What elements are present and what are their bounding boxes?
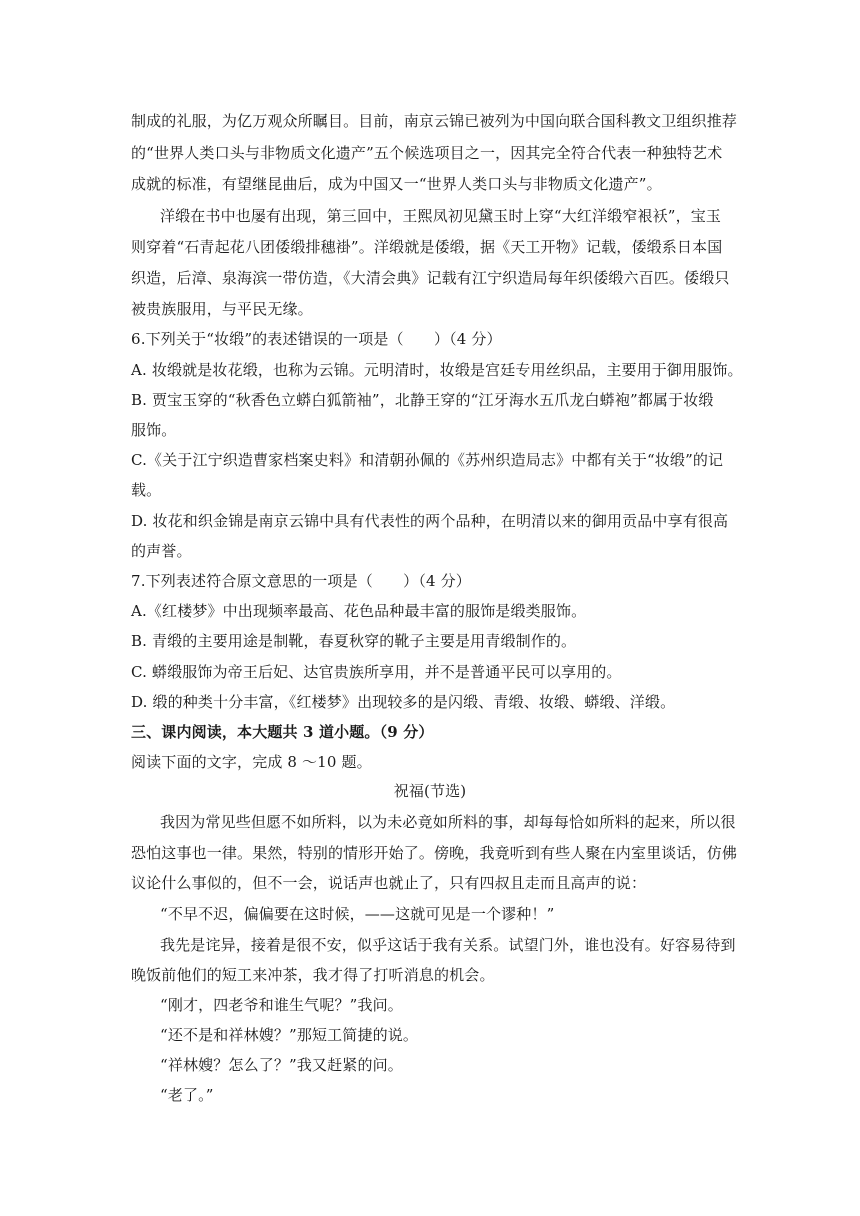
question-6-option-b: B. 贾宝玉穿的“秋香色立蟒白狐箭袖”，北静王穿的“江牙海水五爪龙白蟒袍”都属于妆缎 xyxy=(131,391,714,409)
question-7-option-a: A.《红楼梦》中出现频率最高、花色品种最丰富的服饰是缎类服饰。 xyxy=(131,602,587,620)
question-7-option-c: C. 蟒缎服饰为帝王后妃、达官贵族所享用，并不是普通平民可以享用的。 xyxy=(131,663,622,681)
question-6-option-d-cont: 的声誉。 xyxy=(131,542,192,560)
passage-dialogue: “老了。” xyxy=(160,1086,214,1104)
question-6-option-d: D. 妆花和织金锦是南京云锦中具有代表性的两个品种，在明清以来的御用贡品中享有很高 xyxy=(131,512,729,530)
passage-line: 议论什么事似的，但不一会，说话声也就止了，只有四叔且走而且高声的说： xyxy=(131,874,647,892)
passage-line: 被贵族服用，与平民无缘。 xyxy=(131,300,313,318)
passage-line: 成就的标准，有望继昆曲后，成为中国又一“世界人类口头与非物质文化遗产”。 xyxy=(131,175,662,193)
question-6-stem: 6.下列关于“妆缎”的表述错误的一项是（ ）（4 分） xyxy=(131,330,502,348)
passage-line: 我先是诧异，接着是很不安，似乎这话于我有关系。试望门外，谁也没有。好容易待到 xyxy=(160,936,736,954)
passage-line: 则穿着“石青起花八团倭缎排穗褂”。洋缎就是倭缎，据《天工开物》记载，倭缎系日本国 xyxy=(131,238,723,256)
passage-line: 的“世界人类口头与非物质文化遗产”五个候选项目之一，因其完全符合代表一种独特艺术 xyxy=(131,144,723,162)
question-6-option-a: A. 妆缎就是妆花缎，也称为云锦。元明清时，妆缎是宫廷专用丝织品，主要用于御用服饰。 xyxy=(131,361,743,379)
section-heading: 三、课内阅读，本大题共 3 道小题。（9 分） xyxy=(131,723,434,741)
passage-line: 制成的礼服，为亿万观众所瞩目。目前，南京云锦已被列为中国向联合国科教文卫组织推荐 xyxy=(131,112,738,130)
passage-line: 织造，后漳、泉海滨一带仿造，《大清会典》记载有江宁织造局每年织倭缎六百匹。倭缎只 xyxy=(131,269,730,287)
passage-dialogue: “还不是和祥林嫂？”那短工简捷的说。 xyxy=(160,1026,419,1044)
section-instruction: 阅读下面的文字，完成 8 ～10 题。 xyxy=(131,753,372,771)
question-7-option-b: B. 青缎的主要用途是制靴，春夏秋穿的靴子主要是用青缎制作的。 xyxy=(131,632,577,650)
passage-line: 洋缎在书中也屡有出现，第三回中，王熙凤初见黛玉时上穿“大红洋缎窄裉袄”，宝玉 xyxy=(160,207,722,225)
question-6-option-b-cont: 服饰。 xyxy=(131,421,177,439)
passage-title: 祝福(节选) xyxy=(393,782,467,800)
question-7-option-d: D. 缎的种类十分丰富，《红楼梦》出现较多的是闪缎、青缎、妆缎、蟒缎、洋缎。 xyxy=(131,693,676,711)
passage-line: 恐怕这事也一律。果然，特别的情形开始了。傍晚，我竟听到有些人聚在内室里谈话，仿佛 xyxy=(131,844,738,862)
question-7-stem: 7.下列表述符合原文意思的一项是（ ）（4 分） xyxy=(131,572,471,590)
passage-line: 我因为常见些但愿不如所料，以为未必竟如所料的事，却每每恰如所料的起来，所以很 xyxy=(160,813,736,831)
question-6-option-c: C.《关于江宁织造曹家档案史料》和清朝孙佩的《苏州织造局志》中都有关于“妆缎”的记 xyxy=(131,451,724,469)
passage-dialogue: “刚才，四老爷和谁生气呢？”我问。 xyxy=(160,996,403,1014)
passage-line: 晚饭前他们的短工来冲茶，我才得了打听消息的机会。 xyxy=(131,966,495,984)
question-6-option-c-cont: 载。 xyxy=(131,481,162,499)
passage-quote: “不早不迟，偏偏要在这时候，——这就可见是一个谬种！” xyxy=(160,905,555,923)
passage-dialogue: “祥林嫂？怎么了？”我又赶紧的问。 xyxy=(160,1056,403,1074)
